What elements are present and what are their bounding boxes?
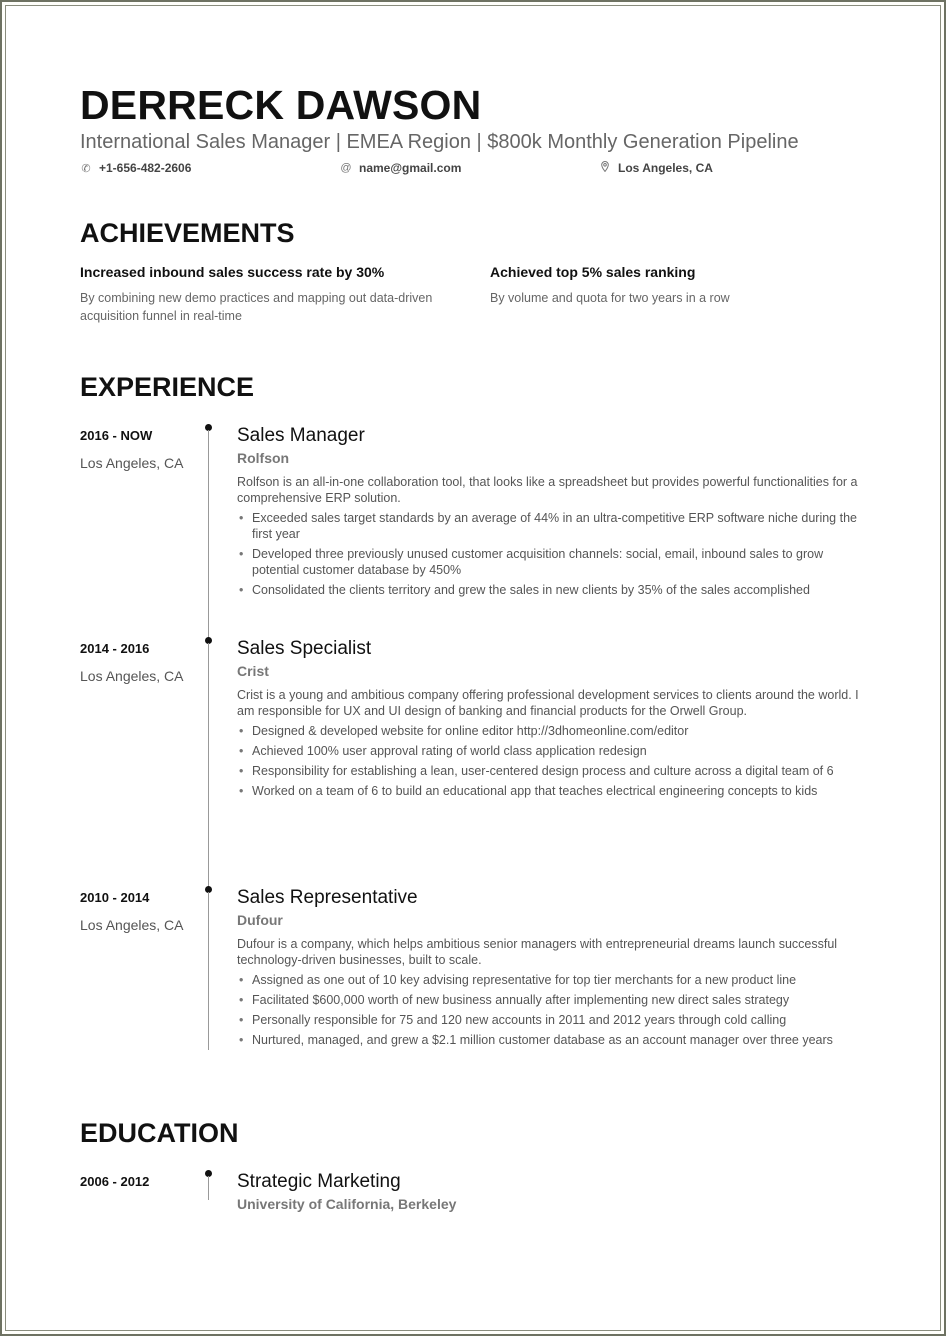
bullet-item: • Achieved 100% user approval rating of world class application redesign <box>237 743 862 759</box>
achievement-description: By volume and quota for two years in a row <box>490 291 730 305</box>
bullet-item: • Developed three previously unused customer acquisition channels: social, email, inbound sales to grow potential customer database by 450% <box>237 546 862 578</box>
entry-location: Los Angeles, CA <box>80 917 184 933</box>
entry-description: Rolfson is an all-in-one collaboration tool, that looks like a spreadsheet but provides powerful functionalities for a comprehensive ERP solution. <box>237 475 858 505</box>
section-title-education: EDUCATION <box>80 1118 239 1148</box>
timeline-line <box>208 892 209 1050</box>
achievement-title: Increased inbound sales success rate by 30% <box>80 264 385 280</box>
entry-company: Dufour <box>237 912 283 928</box>
bullet-item: • Consolidated the clients territory and grew the sales in new clients by 35% of the sales accomplished <box>237 582 862 598</box>
entry-dates: 2016 - NOW <box>80 428 153 443</box>
bullet-item: • Responsibility for establishing a lean, user-centered design process and culture across a digital team of 6 <box>237 763 862 779</box>
section-title-achievements: ACHIEVEMENTS <box>80 218 295 248</box>
achievement-title: Achieved top 5% sales ranking <box>490 264 696 280</box>
bullet-item: • Assigned as one out of 10 key advising representative for top tier merchants for a new product line <box>237 972 862 988</box>
bullet-item: • Facilitated $600,000 worth of new business annually after implementing new direct sales strategy <box>237 992 862 1008</box>
entry-dates: 2014 - 2016 <box>80 641 150 656</box>
entry-role: Sales Specialist <box>237 638 372 659</box>
phone-text: +1-656-482-2606 <box>99 161 192 175</box>
education-school: University of California, Berkeley <box>237 1196 457 1212</box>
bullet-item: • Exceeded sales target standards by an average of 44% in an ultra-competitive ERP software niche during the first year <box>237 510 862 542</box>
contact-email[interactable] <box>340 161 461 175</box>
entry-content <box>237 1171 862 1212</box>
section-title-experience: EXPERIENCE <box>80 372 255 402</box>
entry-bullets <box>237 723 862 799</box>
entry-description: Crist is a young and ambitious company offering professional development services to clients around the world. I am responsible for UX and UI design of banking and financial products for the Orwell Group. <box>237 688 859 718</box>
entry-bullets <box>237 510 862 598</box>
entry-role: Sales Manager <box>237 425 365 446</box>
entry-content <box>237 887 862 1052</box>
location-text: Los Angeles, CA <box>618 161 713 175</box>
achievement-item <box>490 264 850 307</box>
entry-dates: 2006 - 2012 <box>80 1174 150 1189</box>
contact-phone <box>80 161 191 175</box>
entry-bullets <box>237 972 862 1048</box>
achievement-description: By combining new demo practices and mapping out data-driven acquisition funnel in real-time <box>80 291 433 323</box>
entry-location: Los Angeles, CA <box>80 668 184 684</box>
achievement-item <box>80 264 440 325</box>
headline: International Sales Manager | EMEA Region | $800k Monthly Generation Pipeline <box>80 131 799 153</box>
education-degree: Strategic Marketing <box>237 1171 401 1192</box>
contact-location <box>599 161 713 175</box>
phone-icon: ✆ <box>81 162 91 175</box>
bullet-item: • Personally responsible for 75 and 120 new accounts in 2011 and 2012 years through cold calling <box>237 1012 862 1028</box>
at-icon: @ <box>340 162 352 174</box>
entry-description: Dufour is a company, which helps ambitious senior managers with entrepreneurial dreams launch successful technology-driven businesses, built to scale. <box>237 937 838 967</box>
timeline-line <box>208 430 209 638</box>
timeline-line <box>208 1176 209 1200</box>
entry-role: Sales Representative <box>237 887 418 908</box>
entry-content <box>237 638 862 803</box>
entry-location: Los Angeles, CA <box>80 455 184 471</box>
entry-company: Crist <box>237 663 269 679</box>
entry-dates: 2010 - 2014 <box>80 890 150 905</box>
entry-company: Rolfson <box>237 450 290 466</box>
timeline-line <box>208 643 209 888</box>
bullet-item: • Nurtured, managed, and grew a $2.1 million customer database as an account manager over three years <box>237 1032 862 1048</box>
bullet-item[interactable]: • Designed & developed website for online editor http://3dhomeonline.com/editor <box>237 723 862 739</box>
bullet-item: • Worked on a team of 6 to build an educational app that teaches electrical engineering concepts to kids <box>237 783 862 799</box>
entry-content <box>237 425 862 602</box>
email-text[interactable]: name@gmail.com <box>359 161 462 175</box>
candidate-name: DERRECK DAWSON <box>80 82 482 128</box>
map-pin-icon <box>599 161 611 175</box>
